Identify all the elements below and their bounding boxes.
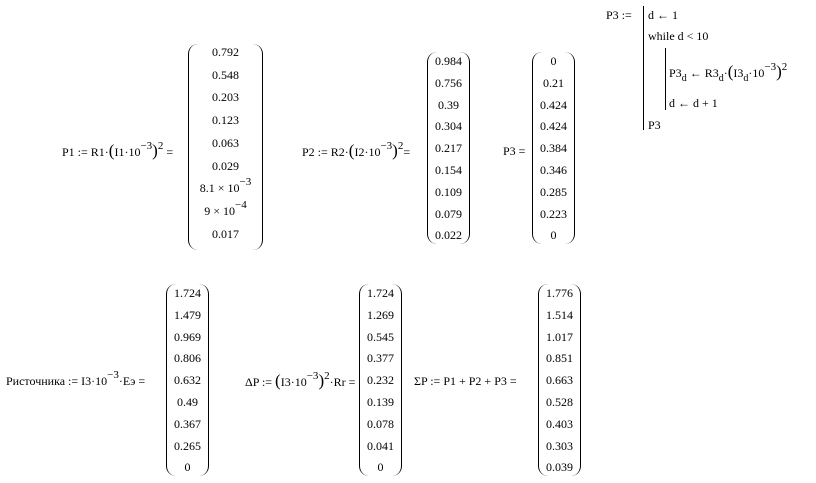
matrix-cell: 0.139 [367,395,394,409]
p2-expression: P2 := R2·(I2·10−3)2= [302,140,411,160]
matrix-cell: 0.285 [540,184,567,199]
matrix-cell: 0.039 [546,460,573,475]
matrix-cell: 8.1 × 10−3 [199,176,252,196]
p1-expression: P1 := R1·(I1·10−3)2 = [62,140,174,160]
matrix-cell: 0.265 [174,438,201,453]
deltap-matrix [359,284,402,476]
program-bar [643,6,644,130]
matrix-cell: 1.724 [367,286,394,300]
rsource-expression: Pисточника := I3·10−3·Eэ = [6,369,146,388]
matrix-cell: 0.304 [435,119,462,134]
program-incr-line: d ← d + 1 [669,96,718,110]
matrix-cell: 0.078 [367,416,394,431]
matrix-cell: 9 × 10−4 [204,198,247,218]
matrix-cell: 0 [550,54,557,68]
matrix-cell: 1.776 [546,286,573,300]
matrix-cell: 0.545 [367,329,394,344]
matrix-cell: 0.851 [546,351,573,366]
matrix-cell: 1.017 [546,329,573,344]
p2-matrix [427,52,470,244]
matrix-cell: 0.632 [174,373,201,388]
matrix-cell: 0.029 [212,158,239,173]
program-return-line: P3 [648,118,661,132]
program-init-line: d ← 1 [648,8,678,22]
matrix-cell: 0.663 [546,373,573,388]
matrix-cell: 0.063 [212,135,239,150]
matrix-cell: 0.017 [212,226,239,241]
matrix-cell: 1.479 [174,307,201,322]
matrix-cell: 0.303 [546,438,573,453]
matrix-cell: 0 [377,460,384,475]
matrix-cell: 0.079 [435,206,462,221]
matrix-cell: 0.384 [540,141,567,156]
matrix-cell: 0.792 [212,45,239,59]
matrix-cell: 1.724 [174,286,201,300]
matrix-cell: 0.203 [212,90,239,105]
p3-matrix [532,52,575,244]
matrix-cell: 0.528 [546,395,573,409]
matrix-cell: 1.269 [367,307,394,322]
rsource-matrix [166,284,209,476]
p3-expression: P3 = [503,144,526,158]
p1-matrix [188,44,263,250]
matrix-cell: 0.403 [546,416,573,431]
program-body-line: $P3_d$ ← $R3_d\cdot(I3_d\cdot 10-3)2$ [669,61,788,84]
matrix-cell: 0.346 [540,163,567,177]
matrix-cell: 0.109 [435,184,462,199]
matrix-cell: 0.367 [174,416,201,431]
matrix-cell: 1.514 [546,307,573,322]
program-name: P3 := [606,8,632,22]
matrix-cell: 0 [550,228,557,243]
matrix-cell: 0.969 [174,329,201,344]
deltap-expression: ΔP := (I3·10−3)2·Rr = [245,370,356,390]
matrix-cell: 0.223 [540,206,567,221]
matrix-cell: 0.154 [435,163,462,177]
matrix-cell: 0.022 [435,228,462,243]
matrix-cell: 0.49 [177,395,198,409]
matrix-cell: 0.377 [367,351,394,366]
matrix-cell: 0.041 [367,438,394,453]
matrix-cell: 0.217 [435,141,462,156]
matrix-cell: 0.424 [540,97,567,112]
matrix-cell: 0 [184,460,191,475]
matrix-cell: 0.806 [174,351,201,366]
program-loop-bar [665,48,666,110]
matrix-cell: 0.39 [438,97,459,112]
matrix-cell: 0.21 [543,75,564,90]
matrix-cell: 0.548 [212,67,239,82]
matrix-cell: 0.424 [540,119,567,134]
matrix-cell: 0.984 [435,54,462,68]
sump-matrix [538,284,581,476]
matrix-cell: 0.756 [435,75,462,90]
sump-expression: ΣP := P1 + P2 + P3 = [414,374,517,388]
matrix-cell: 0.232 [367,373,394,388]
matrix-cell: 0.123 [212,113,239,128]
program-while-line: while d < 10 [648,29,709,43]
